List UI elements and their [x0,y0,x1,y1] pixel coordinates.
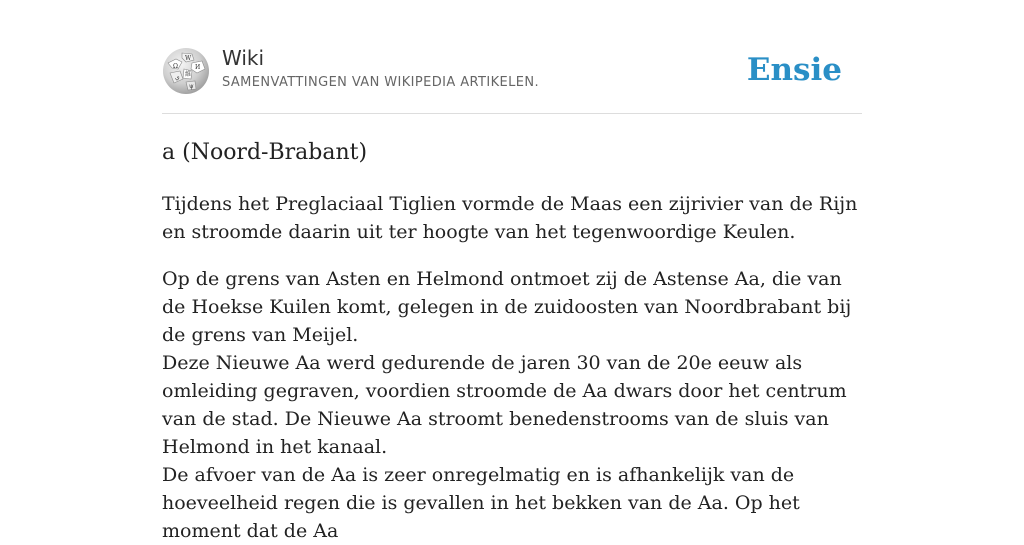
svg-text:W: W [185,55,192,62]
article-paragraph: Deze Nieuwe Aa werd gedurende de jaren 30 van de 20e eeuw als omleiding gegraven, voordien stroomde de Aa dwars door het centrum van de stad. De Nieuwe Aa stroomt benedenstrooms van de sluis van Helmond in het kanaal. [162,352,847,458]
brand-logo-link[interactable]: Ensie [746,52,842,88]
article-paragraph: Tijdens het Preglaciaal Tiglien vormde de Maas een zijrivier van de Rijn en stroomde daarin uit ter hoogte van het tegenwoordige Keulen. [162,193,858,243]
site-header [162,44,862,100]
site-title[interactable]: Wiki [222,46,265,70]
article-paragraph: Op de grens van Asten en Helmond ontmoet zij de Astense Aa, die van de Hoekse Kuilen komt, gelegen in de zuidoosten van Noordbrabant bij de grens van Meijel. [162,268,852,346]
svg-text:И: И [195,64,201,71]
svg-text:ψ: ψ [189,83,194,90]
header-divider [162,113,862,114]
svg-text:Ω: Ω [173,63,178,70]
site-tagline: SAMENVATTINGEN VAN WIKIPEDIA ARTIKELEN. [222,75,540,90]
svg-text:維: 維 [185,71,192,78]
article-title: a (Noord-Brabant) [162,140,368,165]
svg-text:ي: ي [175,74,180,81]
article-paragraph: De afvoer van de Aa is zeer onregelmatig en is afhankelijk van de hoeveelheid regen die is gevallen in het bekken van de Aa. Op het moment dat de Aa [162,464,800,542]
wikipedia-globe-icon[interactable] [162,47,210,95]
page [162,0,862,542]
